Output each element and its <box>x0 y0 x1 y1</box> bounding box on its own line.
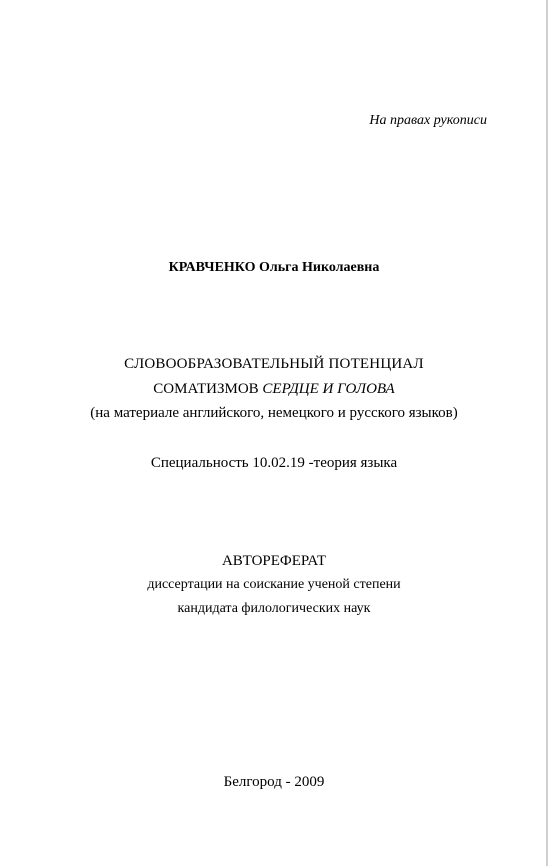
title-line-2-italic: СЕРДЦЕ И ГОЛОВА <box>262 381 395 397</box>
abstract-line-2: кандидата филологических наук <box>177 601 371 616</box>
place-and-year: Белгород - 2009 <box>223 774 325 790</box>
title-line-1: СЛОВООБРАЗОВАТЕЛЬНЫЙ ПОТЕНЦИАЛ <box>124 356 424 372</box>
title-line-3: (на материале английского, немецкого и русского языков) <box>90 405 458 421</box>
title-line-2-prefix: СОМАТИЗМОВ <box>153 381 259 397</box>
author-surname: КРАВЧЕНКО <box>168 260 256 275</box>
manuscript-rights-note: На правах рукописи <box>369 113 487 128</box>
abstract-line-1: диссертации на соискание ученой степени <box>147 577 401 592</box>
title-line-2 <box>0 380 548 398</box>
specialty-line: Специальность 10.02.19 -теория языка <box>150 455 398 471</box>
author-given-name: Ольга Николаевна <box>259 260 380 275</box>
author-name <box>0 259 548 277</box>
abstract-heading: АВТОРЕФЕРАТ <box>221 553 327 569</box>
